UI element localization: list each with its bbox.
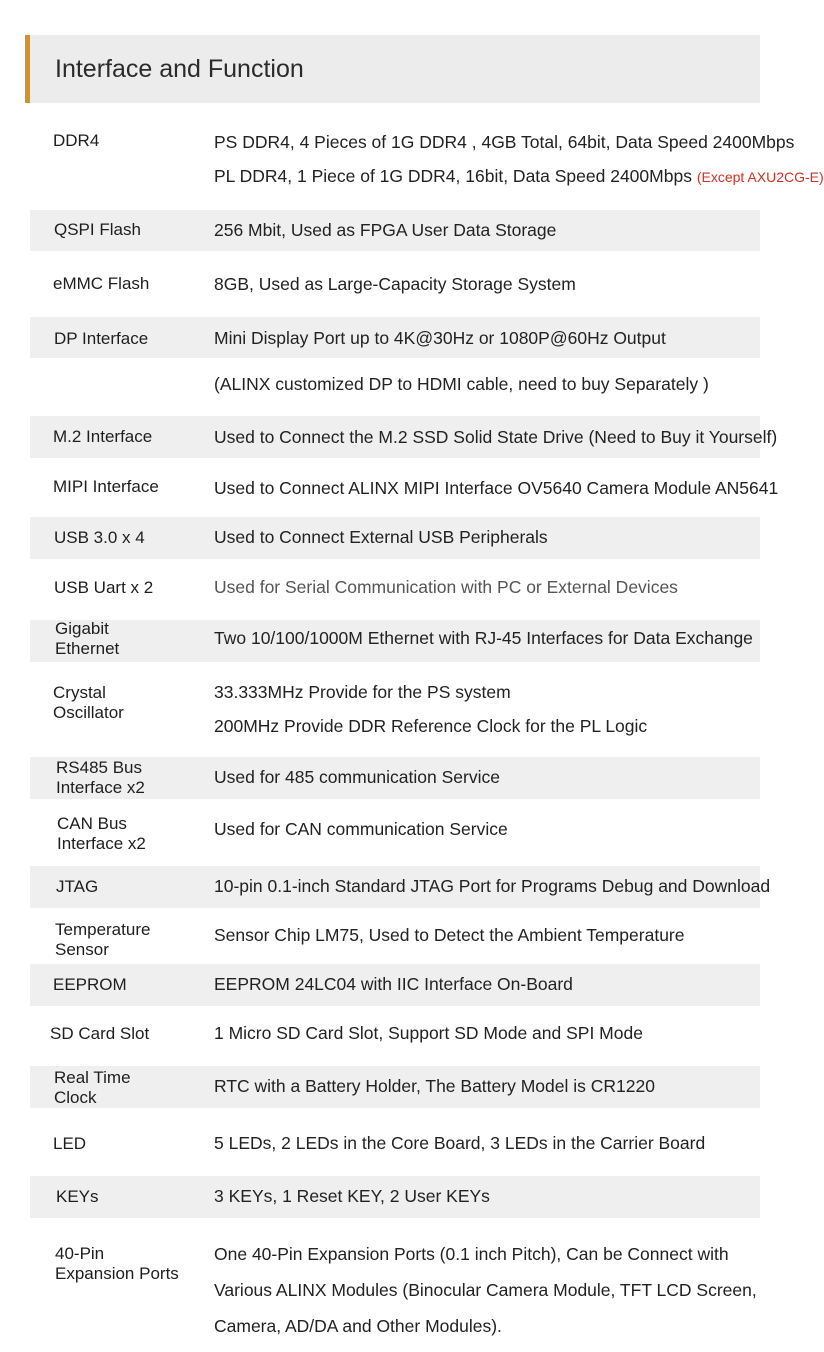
spec-row-temperature-sensor	[30, 914, 760, 962]
spec-value: Used for CAN communication Service	[214, 819, 508, 839]
spec-row-keys	[30, 1176, 760, 1218]
spec-row-mipi-interface	[30, 468, 779, 508]
spec-label: EEPROM	[53, 975, 127, 994]
spec-value: Used to Connect External USB Peripherals	[214, 527, 548, 547]
spec-row-led	[30, 1120, 760, 1170]
spec-value: EEPROM 24LC04 with IIC Interface On-Board	[214, 974, 573, 994]
spec-value: Used to Connect ALINX MIPI Interface OV5640 Camera Module AN5641	[214, 478, 779, 498]
spec-value: Sensor Chip LM75, Used to Detect the Ambient Temperature	[214, 925, 685, 945]
spec-value: 33.333MHz Provide for the PS system	[214, 682, 511, 702]
spec-label: Clock	[54, 1088, 97, 1107]
spec-value: 200MHz Provide DDR Reference Clock for the PL Logic	[214, 716, 648, 736]
spec-value-text: PL DDR4, 1 Piece of 1G DDR4, 16bit, Data Speed 2400Mbps	[214, 166, 692, 186]
spec-value: Used to Connect the M.2 SSD Solid State Drive (Need to Buy it Yourself)	[214, 427, 778, 447]
spec-value: Used for Serial Communication with PC or External Devices	[214, 577, 678, 597]
spec-label: Oscillator	[53, 703, 124, 722]
spec-label: Interface x2	[57, 834, 146, 853]
spec-value	[214, 166, 824, 187]
spec-row-jtag	[30, 866, 771, 908]
spec-row-emmc-flash	[30, 264, 760, 305]
spec-label: Sensor	[55, 940, 109, 959]
spec-label: Ethernet	[55, 639, 120, 658]
spec-row-real-time-clock	[30, 1066, 760, 1108]
spec-label: Interface x2	[56, 778, 145, 797]
spec-row-dp-interface-continued	[30, 358, 760, 408]
spec-value: 256 Mbit, Used as FPGA User Data Storage	[214, 220, 557, 240]
spec-row-40pin-expansion	[30, 1232, 760, 1347]
spec-value: 3 KEYs, 1 Reset KEY, 2 User KEYs	[214, 1186, 490, 1206]
spec-row-eeprom	[30, 964, 760, 1006]
spec-row-usb3	[30, 517, 760, 559]
spec-value: One 40-Pin Expansion Ports (0.1 inch Pitch), Can be Connect with	[214, 1244, 729, 1264]
spec-row-m2-interface	[30, 416, 778, 458]
spec-value: 5 LEDs, 2 LEDs in the Core Board, 3 LEDs in the Carrier Board	[214, 1133, 706, 1153]
spec-value: Camera, AD/DA and Other Modules).	[214, 1316, 502, 1336]
spec-value: Mini Display Port up to 4K@30Hz or 1080P@60Hz Output	[214, 328, 666, 348]
spec-value: 8GB, Used as Large-Capacity Storage System	[214, 274, 576, 294]
spec-label: SD Card Slot	[50, 1024, 150, 1043]
model-exception-note: (Except AXU2CG-E)	[696, 169, 824, 185]
spec-row-ddr4	[30, 122, 824, 192]
spec-row-can-bus	[30, 811, 760, 861]
spec-label: LED	[53, 1134, 87, 1153]
spec-row-qspi-flash	[30, 210, 760, 251]
spec-label: USB Uart x 2	[54, 578, 154, 597]
spec-value: 1 Micro SD Card Slot, Support SD Mode and SPI Mode	[214, 1023, 643, 1043]
spec-label: RS485 Bus	[56, 758, 142, 777]
spec-row-gigabit-ethernet	[30, 620, 760, 662]
spec-row-usb-uart	[30, 568, 760, 608]
spec-row-sd-card-slot	[30, 1014, 760, 1056]
spec-value: Two 10/100/1000M Ethernet with RJ-45 Interfaces for Data Exchange	[214, 628, 753, 648]
spec-label: Temperature	[55, 920, 151, 939]
spec-label: eMMC Flash	[53, 274, 150, 293]
spec-label: Real Time	[54, 1068, 131, 1087]
spec-label: USB 3.0 x 4	[54, 528, 145, 547]
spec-value: 10-pin 0.1-inch Standard JTAG Port for Programs Debug and Download	[214, 876, 771, 896]
spec-label: Expansion Ports	[55, 1264, 179, 1283]
spec-value: RTC with a Battery Holder, The Battery Model is CR1220	[214, 1076, 655, 1096]
section-title: Interface and Function	[55, 55, 304, 83]
spec-row-dp-interface	[30, 317, 760, 358]
spec-row-rs485	[30, 757, 760, 799]
spec-label: DDR4	[53, 131, 100, 150]
spec-label: QSPI Flash	[54, 220, 141, 239]
spec-value: Used for 485 communication Service	[214, 767, 500, 787]
section-header	[25, 35, 760, 103]
spec-value: Various ALINX Modules (Binocular Camera Module, TFT LCD Screen,	[214, 1280, 757, 1300]
spec-label: Gigabit	[55, 619, 109, 638]
spec-label: Crystal	[53, 683, 106, 702]
spec-value: (ALINX customized DP to HDMI cable, need to buy Separately )	[214, 374, 709, 394]
spec-label: MIPI Interface	[53, 477, 159, 496]
spec-label: 40-Pin	[55, 1244, 105, 1263]
spec-label: DP Interface	[54, 329, 149, 348]
spec-label: JTAG	[56, 877, 99, 896]
spec-label: M.2 Interface	[53, 427, 153, 446]
spec-value: PS DDR4, 4 Pieces of 1G DDR4 , 4GB Total, 64bit, Data Speed 2400Mbps	[214, 132, 795, 152]
spec-row-crystal-oscillator	[30, 672, 760, 752]
spec-label: CAN Bus	[57, 814, 127, 833]
spec-label: KEYs	[56, 1187, 99, 1206]
